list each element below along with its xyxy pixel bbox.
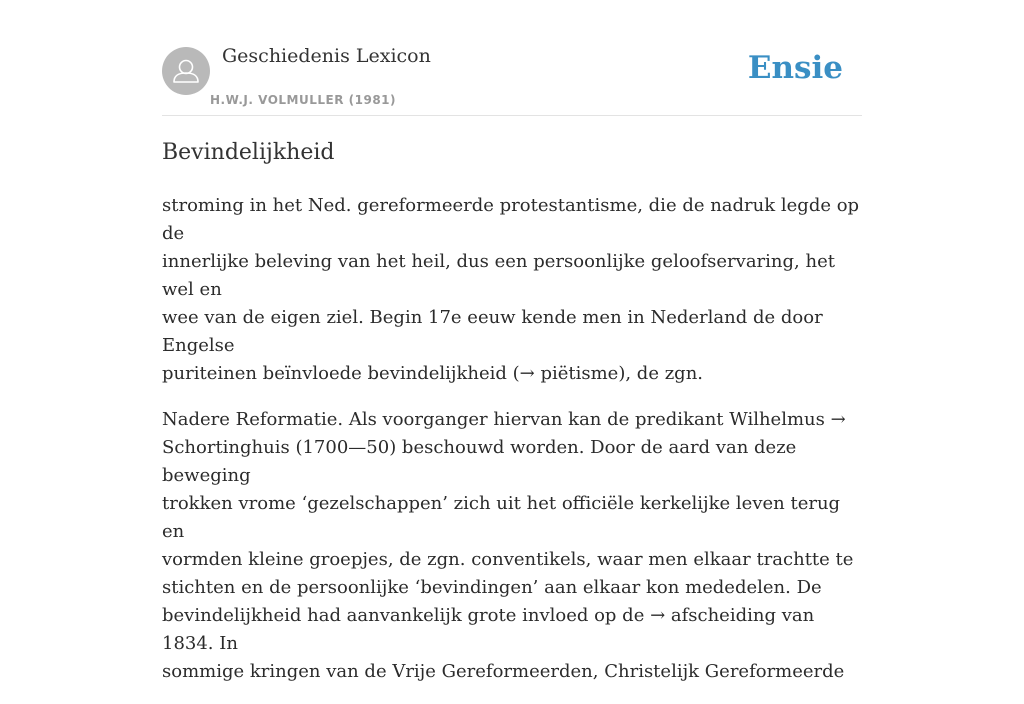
entry-title: Bevindelijkheid	[162, 140, 335, 165]
entry-content	[162, 192, 862, 704]
text-line: wee van de eigen ziel. Begin 17e eeuw kende men in Nederland de door Engelse	[162, 307, 823, 356]
text-line: stroming in het Ned. gereformeerde protestantisme, die de nadruk legde op de	[162, 195, 860, 244]
paragraph	[162, 192, 862, 388]
text-line: innerlijke beleving van het heil, dus een persoonlijke geloofservaring, het wel en	[162, 251, 835, 300]
text-line: Schortinghuis (1700—50) beschouwd worden. Door de aard van deze beweging	[162, 437, 797, 486]
header	[162, 0, 862, 116]
text-line: vormden kleine groepjes, de zgn. conventikels, waar men elkaar trachtte te	[162, 549, 854, 570]
text-line: puriteinen beïnvloede bevindelijkheid (→ piëtisme), de zgn.	[162, 363, 704, 384]
text-line: trokken vrome ‘gezelschappen’ zich uit het officiële kerkelijke leven terug en	[162, 493, 841, 542]
text-line: bevindelijkheid had aanvankelijk grote invloed op de → afscheiding van 1834. In	[162, 605, 815, 654]
paragraph	[162, 406, 862, 686]
lexicon-author[interactable]: H.W.J. VOLMULLER (1981)	[210, 93, 397, 107]
lexicon-title[interactable]: Geschiedenis Lexicon	[222, 45, 431, 67]
brand-logo[interactable]: Ensie	[747, 50, 843, 86]
text-line: Nadere Reformatie. Als voorganger hiervan kan de predikant Wilhelmus →	[162, 409, 846, 430]
text-line: sommige kringen van de Vrije Gereformeerden, Christelijk Gereformeerde	[162, 661, 845, 682]
user-icon	[162, 47, 210, 95]
text-line: stichten en de persoonlijke ‘bevindingen’ aan elkaar kon mededelen. De	[162, 577, 822, 598]
avatar[interactable]	[162, 47, 210, 95]
